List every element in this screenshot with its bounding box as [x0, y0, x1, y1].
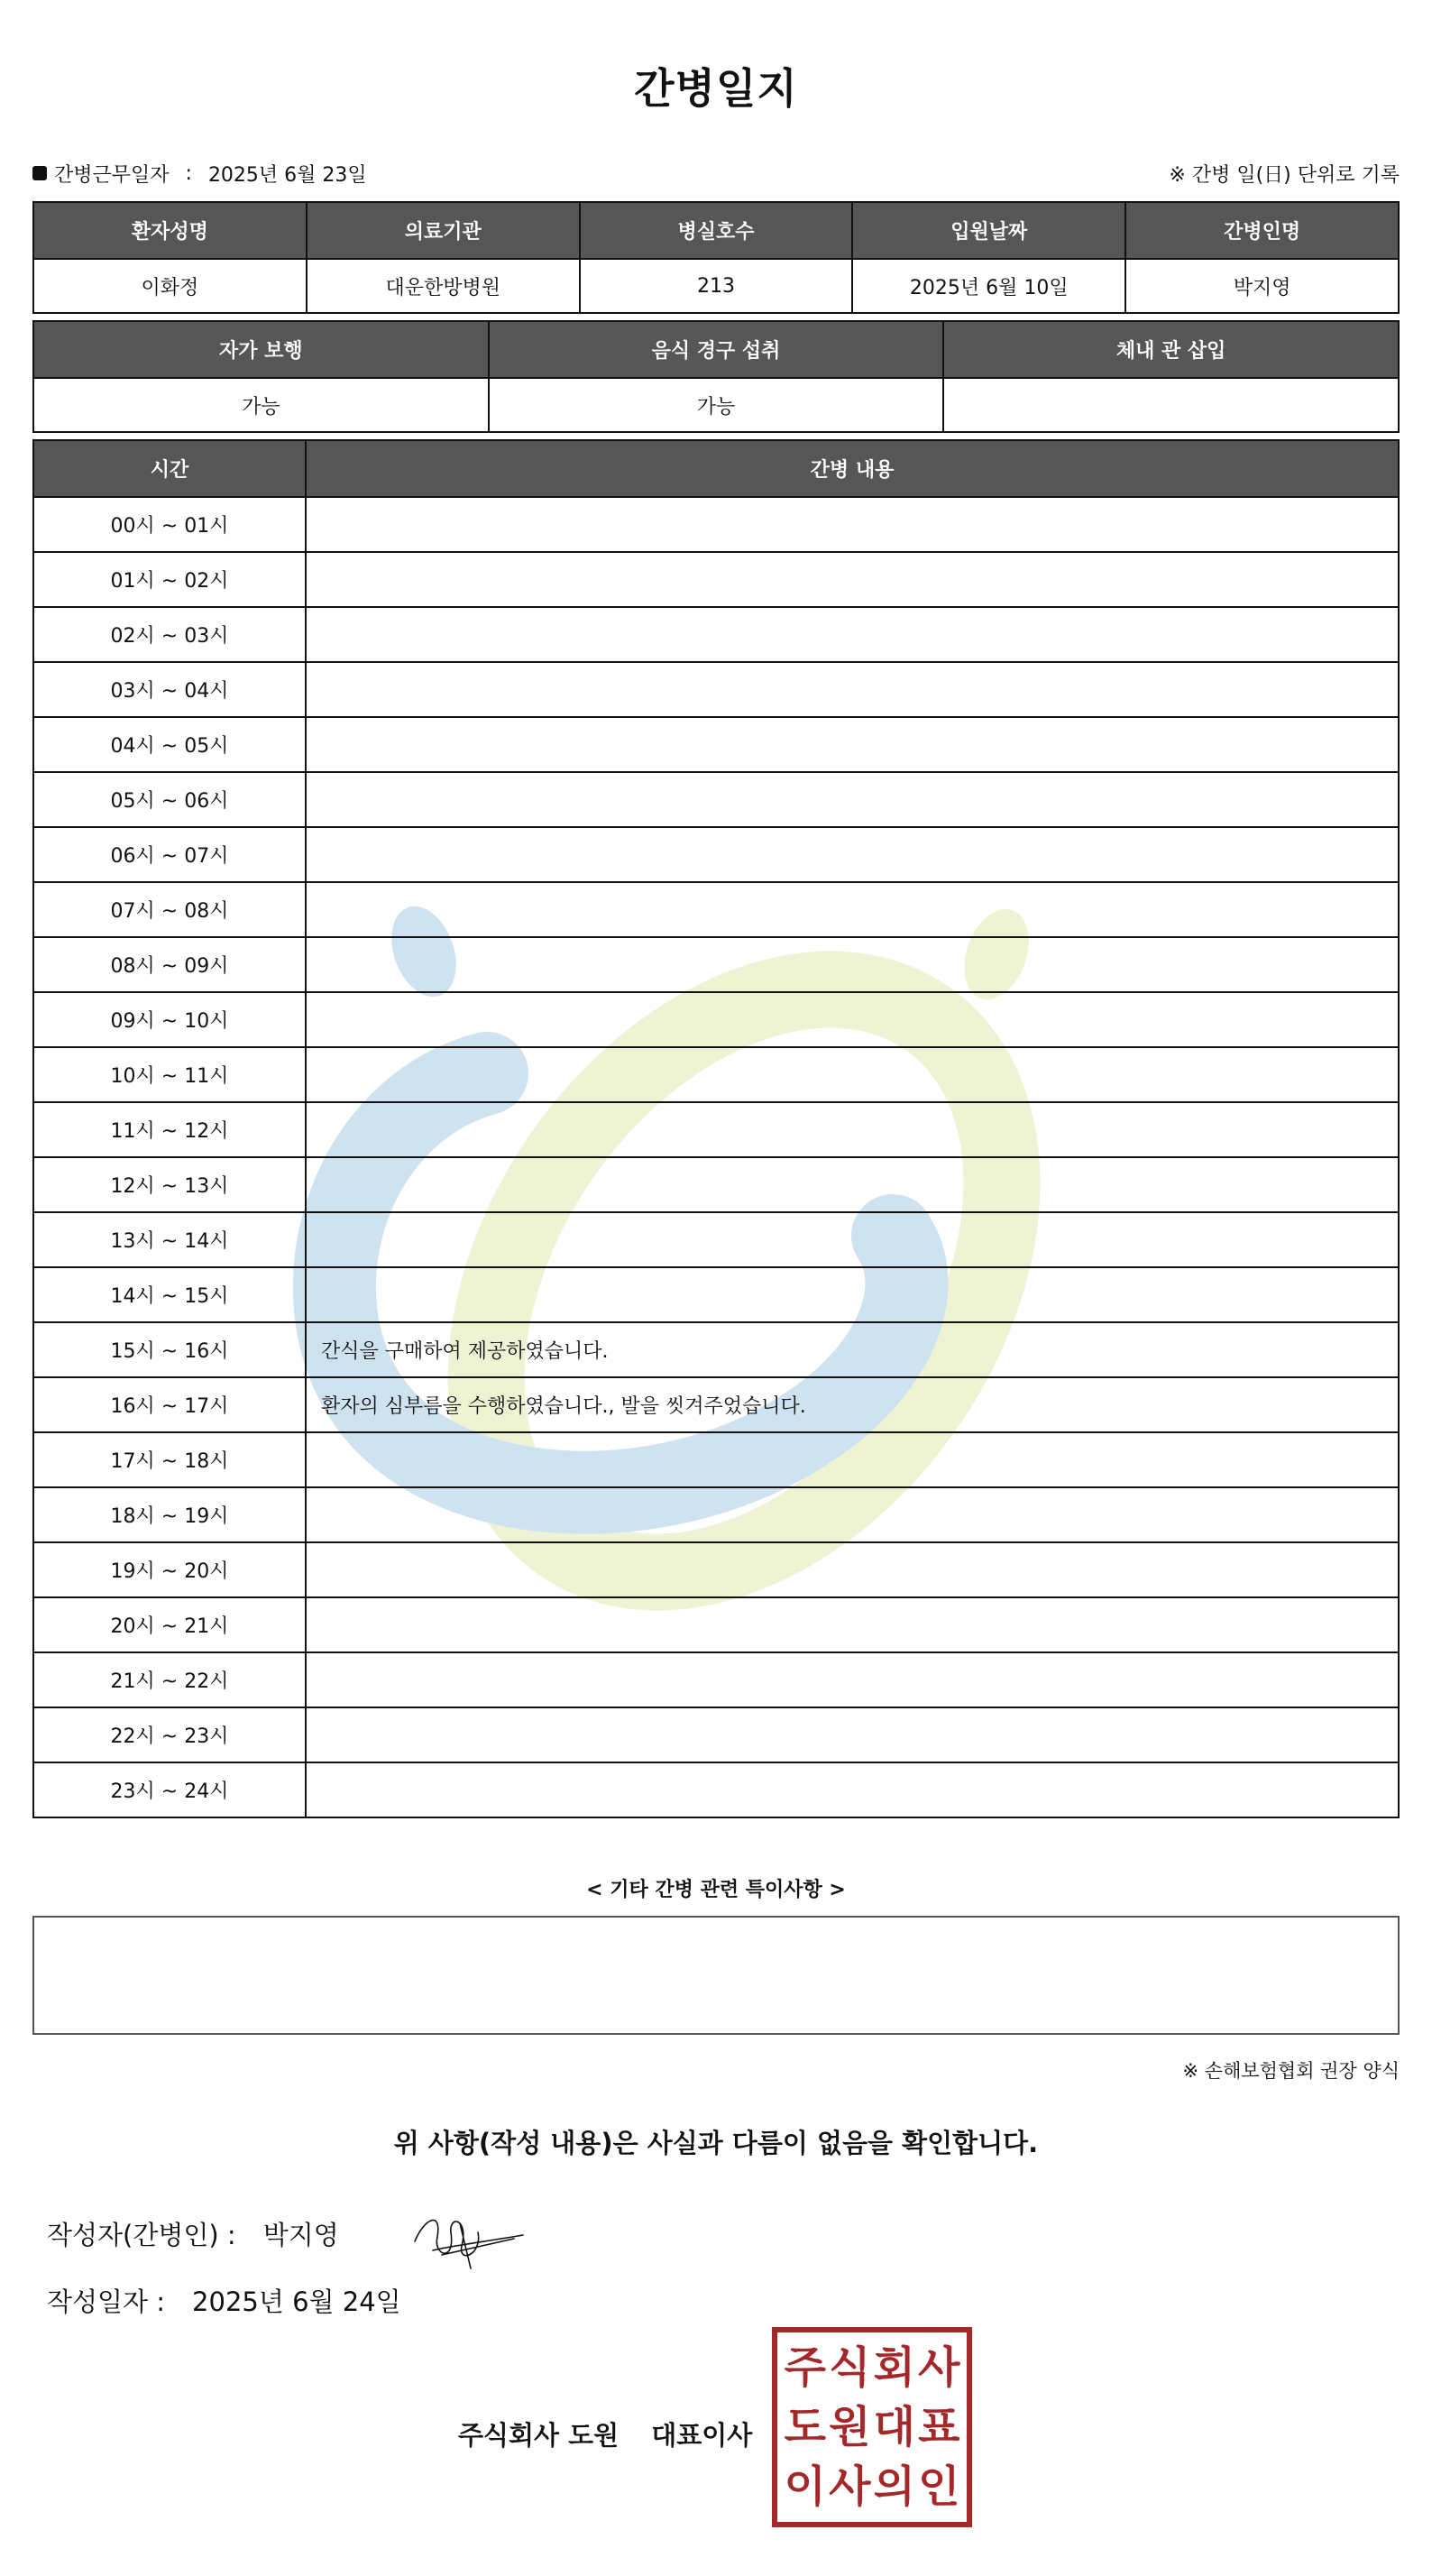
table-row	[33, 1102, 1399, 1157]
work-date-separator: :	[185, 161, 192, 185]
care-content	[306, 1102, 1399, 1157]
table-row	[33, 1762, 1399, 1817]
table-row	[33, 772, 1399, 827]
admission-date: 2025년 6월 10일	[852, 259, 1125, 313]
care-content	[306, 1762, 1399, 1817]
time-slot: 00시 ~ 01시	[33, 497, 306, 552]
square-bullet-icon	[32, 166, 47, 180]
patient-name: 이화정	[33, 259, 307, 313]
care-content	[306, 1707, 1399, 1762]
written-date-row	[47, 2282, 401, 2319]
writer-row	[47, 2215, 339, 2252]
time-slot: 14시 ~ 15시	[33, 1267, 306, 1322]
time-slot: 18시 ~ 19시	[33, 1487, 306, 1542]
company-name: 주식회사 도원	[458, 2420, 620, 2451]
care-content	[306, 607, 1399, 662]
seal-character: 의	[873, 2461, 915, 2512]
header-time: 시간	[33, 440, 306, 497]
care-content	[306, 1597, 1399, 1652]
care-content	[306, 992, 1399, 1047]
table-row	[33, 1377, 1399, 1432]
care-content	[306, 1432, 1399, 1487]
care-content	[306, 937, 1399, 992]
table-row	[33, 552, 1399, 607]
time-slot: 06시 ~ 07시	[33, 827, 306, 882]
table-row	[33, 1487, 1399, 1542]
seal-character: 식	[829, 2342, 871, 2393]
header-admission-date: 입원날짜	[852, 202, 1125, 259]
time-slot: 19시 ~ 20시	[33, 1542, 306, 1597]
form-source-note: ※ 손해보험협회 권장 양식	[1182, 2060, 1400, 2082]
care-content	[306, 827, 1399, 882]
header-caregiver-name: 간병인명	[1125, 202, 1399, 259]
written-date-label: 작성일자 :	[47, 2286, 166, 2317]
time-slot: 09시 ~ 10시	[33, 992, 306, 1047]
care-content: 간식을 구매하여 제공하였습니다.	[306, 1322, 1399, 1377]
room-number: 213	[580, 259, 853, 313]
header-oral-intake: 음식 경구 섭취	[489, 321, 944, 378]
record-unit-note: ※ 간병 일(日) 단위로 기록	[1169, 163, 1400, 187]
care-content	[306, 1047, 1399, 1102]
header-care-content: 간병 내용	[306, 440, 1399, 497]
care-content	[306, 1157, 1399, 1212]
patient-info-table	[32, 201, 1400, 314]
time-slot: 01시 ~ 02시	[33, 552, 306, 607]
time-slot: 04시 ~ 05시	[33, 717, 306, 772]
self-walking-value: 가능	[33, 378, 489, 432]
time-slot: 12시 ~ 13시	[33, 1157, 306, 1212]
time-slot: 03시 ~ 04시	[33, 662, 306, 717]
time-slot: 13시 ~ 14시	[33, 1212, 306, 1267]
table-row	[33, 937, 1399, 992]
table-row	[33, 1432, 1399, 1487]
time-slot: 17시 ~ 18시	[33, 1432, 306, 1487]
header-patient-name: 환자성명	[33, 202, 307, 259]
patient-info-header-row	[33, 202, 1399, 259]
seal-character: 인	[918, 2461, 960, 2512]
care-content	[306, 882, 1399, 937]
table-row	[33, 662, 1399, 717]
signature-image	[406, 2201, 532, 2273]
table-row	[33, 1322, 1399, 1377]
seal-character: 원	[829, 2402, 871, 2452]
work-date-group	[32, 160, 367, 188]
notes-box	[32, 1916, 1400, 2035]
work-date-label: 간병근무일자	[54, 163, 170, 187]
time-slot: 08시 ~ 09시	[33, 937, 306, 992]
care-content	[306, 662, 1399, 717]
table-row	[33, 1047, 1399, 1102]
table-row	[33, 1542, 1399, 1597]
table-row	[33, 1707, 1399, 1762]
time-slot: 16시 ~ 17시	[33, 1377, 306, 1432]
time-slot: 20시 ~ 21시	[33, 1597, 306, 1652]
seal-character: 회	[873, 2342, 915, 2393]
patient-info-value-row	[33, 259, 1399, 313]
time-slot: 22시 ~ 23시	[33, 1707, 306, 1762]
writer-name: 박지영	[262, 2220, 339, 2250]
care-log-table	[32, 439, 1400, 1818]
care-content: 환자의 심부름을 수행하였습니다., 발을 씻겨주었습니다.	[306, 1377, 1399, 1432]
table-row	[33, 1157, 1399, 1212]
header-room-number: 병실호수	[580, 202, 853, 259]
care-content	[306, 772, 1399, 827]
company-title: 대표이사	[651, 2420, 753, 2451]
care-content	[306, 1542, 1399, 1597]
table-row	[33, 1652, 1399, 1707]
ability-value-row	[33, 378, 1399, 432]
table-row	[33, 497, 1399, 552]
table-row	[33, 882, 1399, 937]
table-row	[33, 1212, 1399, 1267]
tube-insertion-value	[943, 378, 1399, 432]
company-seal-stamp	[772, 2327, 972, 2527]
company-signoff	[458, 2415, 752, 2452]
table-row	[33, 992, 1399, 1047]
writer-label: 작성자(간병인) :	[47, 2220, 236, 2250]
meta-row	[32, 158, 1400, 189]
care-content	[306, 1212, 1399, 1267]
seal-character: 도	[784, 2402, 826, 2452]
table-row	[33, 1597, 1399, 1652]
care-content	[306, 717, 1399, 772]
work-date-value: 2025년 6월 23일	[207, 163, 367, 187]
notes-title: < 기타 간병 관련 특이사항 >	[586, 1879, 846, 1901]
care-content	[306, 1487, 1399, 1542]
seal-character: 사	[918, 2342, 960, 2393]
time-slot: 02시 ~ 03시	[33, 607, 306, 662]
written-date-value: 2025년 6월 24일	[192, 2286, 401, 2317]
oral-intake-value: 가능	[489, 378, 944, 432]
table-row	[33, 827, 1399, 882]
patient-ability-table	[32, 320, 1400, 433]
time-slot: 15시 ~ 16시	[33, 1322, 306, 1377]
seal-character: 사	[829, 2461, 871, 2512]
care-log-header-row	[33, 440, 1399, 497]
time-slot: 10시 ~ 11시	[33, 1047, 306, 1102]
care-content	[306, 1652, 1399, 1707]
seal-character: 표	[918, 2402, 960, 2452]
table-row	[33, 717, 1399, 772]
time-slot: 11시 ~ 12시	[33, 1102, 306, 1157]
care-content	[306, 1267, 1399, 1322]
header-tube-insertion: 체내 관 삽입	[943, 321, 1399, 378]
time-slot: 23시 ~ 24시	[33, 1762, 306, 1817]
care-content	[306, 497, 1399, 552]
time-slot: 21시 ~ 22시	[33, 1652, 306, 1707]
care-content	[306, 552, 1399, 607]
table-row	[33, 1267, 1399, 1322]
time-slot: 05시 ~ 06시	[33, 772, 306, 827]
header-self-walking: 자가 보행	[33, 321, 489, 378]
time-slot: 07시 ~ 08시	[33, 882, 306, 937]
hospital-name: 대운한방병원	[307, 259, 580, 313]
seal-character: 주	[784, 2342, 826, 2393]
seal-character: 대	[873, 2402, 915, 2452]
header-hospital: 의료기관	[307, 202, 580, 259]
ability-header-row	[33, 321, 1399, 378]
confirmation-statement: 위 사항(작성 내용)은 사실과 다름이 없음을 확인합니다.	[393, 2128, 1039, 2158]
seal-character: 이	[784, 2461, 826, 2512]
table-row	[33, 607, 1399, 662]
page-title: 간병일지	[634, 64, 798, 113]
caregiver-name: 박지영	[1125, 259, 1399, 313]
